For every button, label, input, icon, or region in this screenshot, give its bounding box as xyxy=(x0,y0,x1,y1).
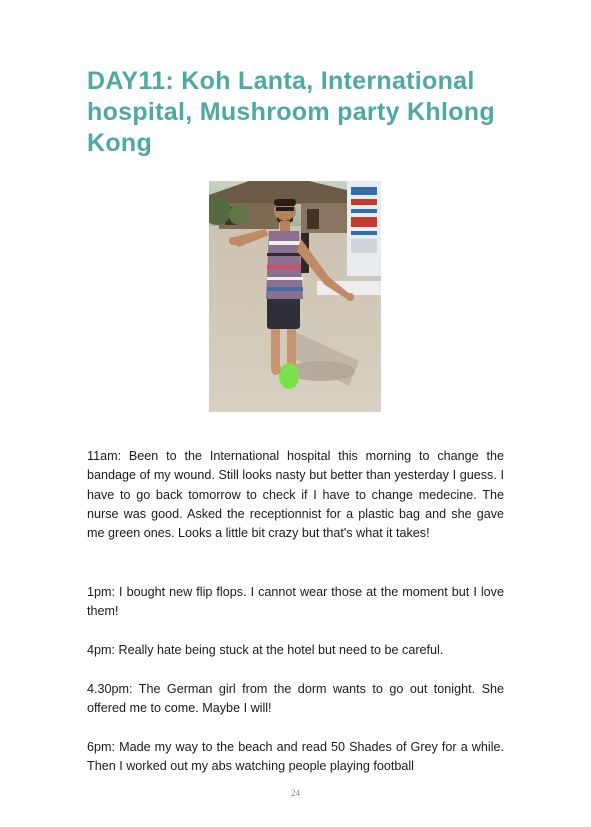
paragraph-6pm: 6pm: Made my way to the beach and read 50 Shades of Grey for a while. Then I worked out my abs watching people playing football xyxy=(87,740,504,774)
page-title: DAY11: Koh Lanta, International hospital, Mushroom party Khlong Kong xyxy=(87,67,495,157)
paragraph-1pm: 1pm: I bought new flip flops. I cannot wear those at the moment but I love them! xyxy=(87,585,504,619)
paragraph-4pm: 4pm: Really hate being stuck at the hotel but need to be careful. xyxy=(87,643,444,657)
paragraph-430pm: 4.30pm: The German girl from the dorm wants to go out tonight. She offered me to come. Maybe I will! xyxy=(87,682,504,716)
page-number: 24 xyxy=(291,788,300,798)
travel-photo xyxy=(209,181,381,412)
paragraph-11am: 11am: Been to the International hospital this morning to change the bandage of my wound. Still looks nasty but better than yesterday I guess. I have to go back tomorrow to check if I have to change medecine. The nurse was good. Asked the receptionnist for a plastic bag and she gave me green ones. Looks a little bit crazy but that's what it takes! xyxy=(87,449,504,541)
